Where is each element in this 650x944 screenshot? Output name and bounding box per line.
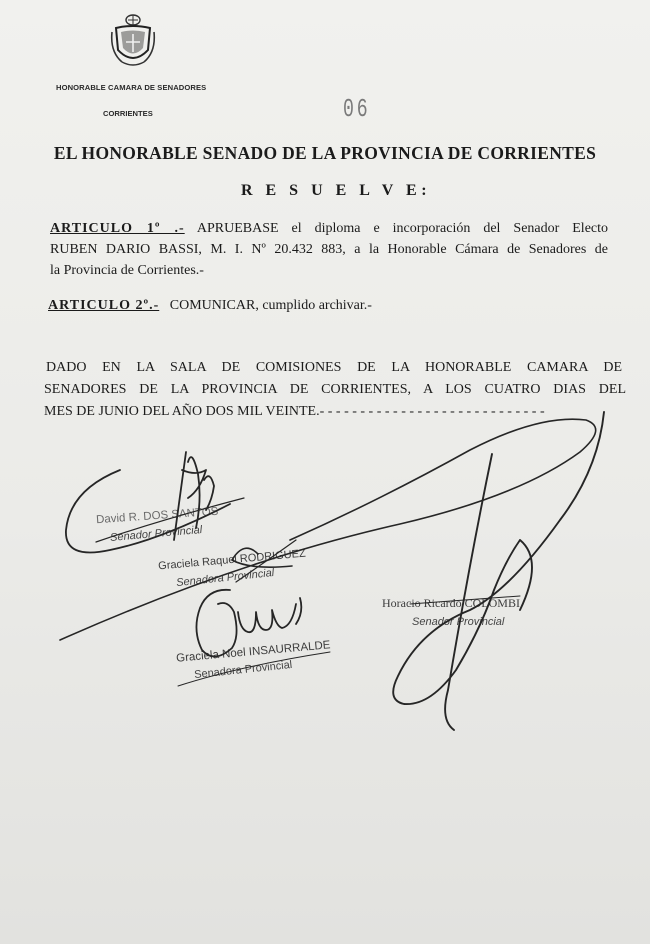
closing-line-3: MES DE JUNIO DEL AÑO DOS MIL VEINTE.- - - - - - - - - - - - - - - - - - - - - - - - - - - - bbox=[44, 404, 545, 419]
article-2-text: COMUNICAR, cumplido archivar.- bbox=[169, 298, 372, 313]
folio-number: 06 bbox=[343, 94, 371, 124]
article-2-label: ARTICULO 2º.- bbox=[48, 298, 160, 313]
closing-line-2: SENADORES DE LA PROVINCIA DE CORRIENTES, A LOS CUATRO DIAS DEL bbox=[44, 382, 626, 397]
closing-line-1: DADO EN LA SALA DE COMISIONES DE LA HONORABLE CAMARA DE bbox=[46, 360, 622, 375]
signature-3 bbox=[196, 590, 301, 657]
signatory-1-name: David R. DOS SANTOS bbox=[95, 505, 219, 527]
signatory-2-role: Senadora Provincial bbox=[175, 566, 275, 590]
signatory-1-role: Senador Provincial bbox=[109, 523, 203, 545]
resolves-heading: R E S U E L V E: bbox=[240, 182, 432, 199]
signature-2 bbox=[60, 419, 596, 640]
institution-city: CORRIENTES bbox=[103, 109, 153, 118]
institution-name: HONORABLE CAMARA DE SENADORES bbox=[56, 83, 207, 92]
signatory-3-role: Senadora Provincial bbox=[193, 658, 293, 682]
article-1-text-3: la Provincia de Corrientes.- bbox=[50, 263, 204, 278]
signature-4 bbox=[393, 412, 604, 730]
document-title: EL HONORABLE SENADO DE LA PROVINCIA DE CORRIENTES bbox=[53, 143, 597, 163]
article-1-text-1: APRUEBASE el diploma e incorporación del Senador Electo bbox=[196, 221, 609, 236]
signatory-2-name: Graciela Raquel RODRIGUEZ bbox=[157, 547, 307, 573]
signatory-3-name: Graciela Noel INSAURRALDE bbox=[175, 639, 331, 665]
signature-1 bbox=[66, 452, 230, 553]
article-1-text-2: RUBEN DARIO BASSI, M. I. Nº 20.432 883, a la Honorable Cámara de Senadores de bbox=[50, 242, 608, 257]
signatory-4-role: Senador Provincial bbox=[412, 616, 505, 628]
signatory-4-name: Horacio Ricardo COLOMBI bbox=[382, 596, 520, 610]
article-1-label: ARTICULO 1º .- bbox=[50, 221, 185, 236]
